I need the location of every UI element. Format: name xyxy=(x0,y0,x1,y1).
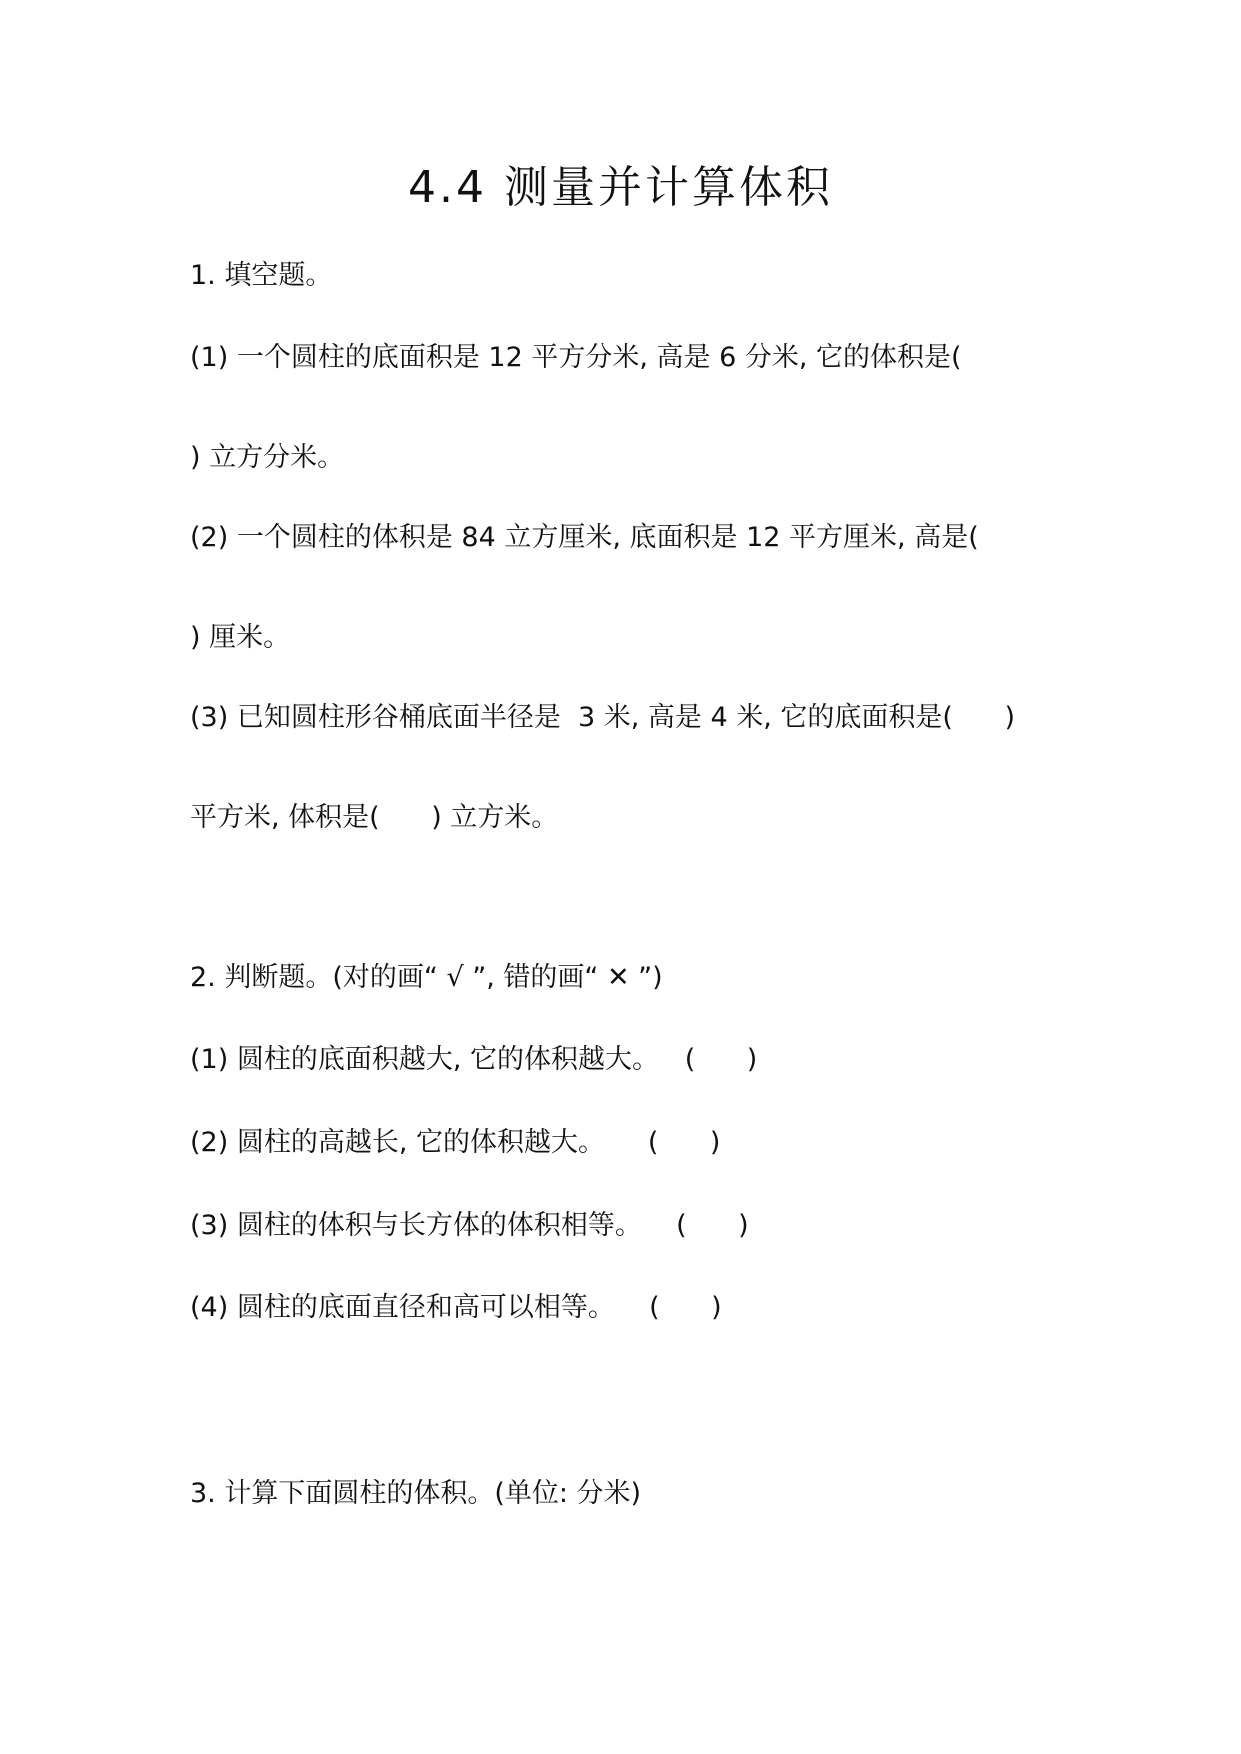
fill-question-3-line-2: 平方米, 体积是( ) 立方米。 xyxy=(190,802,559,833)
page-title: 4.4 测量并计算体积 xyxy=(408,162,833,213)
judge-item-3: (3) 圆柱的体积与长方体的体积相等。 ( ) xyxy=(190,1210,749,1241)
fill-question-2-line-1: (2) 一个圆柱的体积是 84 立方厘米, 底面积是 12 平方厘米, 高是( xyxy=(190,522,979,553)
fill-question-3-line-1: (3) 已知圆柱形谷桶底面半径是 3 米, 高是 4 米, 它的底面积是( ) xyxy=(190,702,1015,733)
fill-question-1-line-2: ) 立方分米。 xyxy=(190,442,345,473)
section-1-heading: 1. 填空题。 xyxy=(190,260,333,291)
judge-item-1: (1) 圆柱的底面积越大, 它的体积越大。 ( ) xyxy=(190,1044,758,1075)
fill-question-2-line-2: ) 厘米。 xyxy=(190,622,291,653)
section-2-heading: 2. 判断题。(对的画“ √ ”, 错的画“ ✕ ”) xyxy=(190,962,663,993)
judge-item-2: (2) 圆柱的高越长, 它的体积越大。 ( ) xyxy=(190,1127,721,1158)
fill-question-1-line-1: (1) 一个圆柱的底面积是 12 平方分米, 高是 6 分米, 它的体积是( xyxy=(190,342,962,373)
section-3-heading: 3. 计算下面圆柱的体积。(单位: 分米) xyxy=(190,1478,642,1509)
judge-item-4: (4) 圆柱的底面直径和高可以相等。 ( ) xyxy=(190,1292,722,1323)
